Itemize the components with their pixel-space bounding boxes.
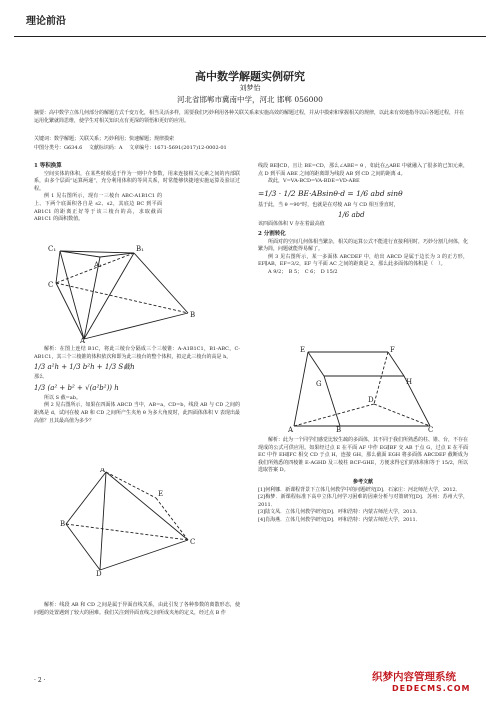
example-3: 例 3 见右图所示，某一多面体 ABCDEF 中，给出 ABCD 是属于边长为 3 的正方形，EF∥AB，EF=3/2，EF 与平面 AC 之间的距离是 2，那么此多面体的体积是（ ）。: [258, 253, 468, 268]
reference-4: [4]肖海燕．立体几何教学研究[D]．呼和浩特：内蒙古师范大学，2011．: [258, 516, 421, 523]
fig2-label-e: E: [158, 490, 164, 498]
fig3-label-a: A: [288, 426, 294, 432]
abstract: 摘要：高中数学立体几何部分的解题方式千变万化，相当灵活多样，需要我们巧妙利用各种关联关系来实施高效的解题过程，并从中摸索和掌握相关的规律，以此来有效地指导以后各题过程，并在运用化繁就简思维，使学生对相关知识点有更深的领悟和更好的应用。: [34, 110, 465, 125]
figure-1-frustum: [48, 243, 198, 343]
article-affiliation: 河北省邯郸市冀南中学，河北 邯郸 056000: [177, 95, 323, 104]
solution-3: [258, 437, 468, 525]
example-2: 例 2 见右图所示，如果在四面体 ABCD 当中，AB=a，CD=b，线段 AB 与 CD 之间的距离是 d，试问在棱 AB 和 CD 之间所产生夹角 θ 为多大角度时，此四面体体积 V 表现出最高值？且其最高值为多少？: [34, 402, 240, 424]
fig3-label-g: G: [316, 380, 322, 388]
watermark-logo-text: 织梦内容管理系统: [372, 671, 456, 683]
keywords: 关键词：数学解题；关联关系；巧妙利用；快速解题；规律摸索: [34, 136, 175, 142]
header-rule: [14, 6, 486, 37]
fig3-label-f: F: [390, 346, 395, 354]
fig3-label-h: H: [406, 378, 413, 386]
section-1-paragraph: 空间实体的体积，在某些时候适于作为一则中介参数，用来连接相关元素之间的内部联系，由多个层面“运算两递”，充分利用体积的等同关系，时常能够快捷地实施运算及验证过程。: [34, 170, 240, 192]
page-number: · 2 ·: [34, 677, 46, 684]
figure-2-tetrahedron: [60, 468, 200, 576]
section-2-paragraph: 所面对的空间几何体相当繁杂，相关的运算公式不能进行直接利用时，巧妙分割几何体，化繁为简，问题就能得易解了。: [258, 238, 469, 253]
fig1-label-b: B: [190, 311, 196, 319]
right-column: [258, 163, 468, 277]
continued-text-2: 基于此，当 θ =90°时，也就是在对棱 AB 与 CD 相互垂直时，: [258, 201, 399, 208]
fig1-label-a1: A₁: [94, 261, 102, 269]
section-1-heading: 1 等积换算: [34, 163, 62, 169]
article-number: 文章编号：1671-5691(2017)12-0002-01: [129, 145, 227, 151]
solution-3-text: 解析：此为一个同学们感觉比较生疏的多面体，其不同于我们所熟悉的柱、锥、台，不存在现成的公式可供应用。如果经过点 E 在平面 AF 中作 EG∥BF 交 AB 于点 G，过点 E 在平面 EC 中作 EH∥FC 相交 CD 于点 H，连接 GH，那么截面 EGH 将多面体 ABCDEF 截断成为我们所熟悉的四棱锥 E-AGHD 及三棱柱 BCF-GHE，方便求得它们的体积和等于 15/2，所以选取答案 D。: [258, 437, 469, 474]
solution-1: [34, 346, 240, 425]
equation-1: 1/3 a²h + 1/3 b²h + 1/3 S截h: [34, 363, 135, 372]
fig3-label-c: C: [428, 426, 434, 432]
left-column: [34, 163, 240, 224]
solution-2-text: 解析：线段 AB 和 CD 之间是属于异面直线关系，由此引发了各种参数的离散形态，使问题的处置遇到了较大的困难。我们关注到异面直线之间所成夹角的定义，经过点 B 作: [34, 602, 240, 616]
fig3-label-b: B: [336, 426, 342, 432]
doc-code: 文献标识码：A: [88, 145, 123, 151]
fig2-label-a: A: [100, 468, 106, 474]
references-heading: 参考文献: [352, 478, 373, 485]
continued-text-3: 该四面体体积 V 存在着最高值: [258, 221, 325, 228]
solution-2: [34, 602, 240, 617]
figure-3-polyhedron: [288, 346, 438, 432]
watermark-url: DEDECMS.COM: [392, 684, 471, 693]
solution-1-end: 所以 S 截=ab。: [44, 394, 81, 401]
section-2-heading: 2 分割转化: [258, 230, 286, 237]
classification-line: [34, 144, 466, 151]
solution-1-text: 解析：在图上连结 B1C，将此三棱台分隔成三个三棱锥：A-A1B1C1，B1-ABC，C-AB1C1，其三个三棱锥的体积依次和即为此三棱台的整个体积，拟定此三棱台的高是 h，: [34, 346, 240, 360]
fig1-label-a: A: [80, 337, 86, 343]
section-tag: 理论前沿: [26, 16, 66, 27]
equation-2: 1/3 (a² + b² + √(a²b²)) h: [34, 383, 119, 392]
fig1-label-b1: B₁: [136, 245, 144, 253]
article-author: 刘梦怡: [239, 84, 261, 92]
equation-3: =1/3 · 1/2 BE·ABsinθ·d = 1/6 abd sinθ: [258, 188, 403, 198]
reference-2: [2]梅梦．新课程标准下高中立体几何学习困难的因素分析与对策研究[D]．苏州：苏州大学，2011．: [258, 494, 468, 508]
fig1-label-c1: C₁: [48, 245, 57, 253]
reference-1: [1]何利娜．新课程背景下立体几何教学中的问题研究[D]．石家庄：河北师范大学，2012．: [258, 486, 461, 493]
example-1: 例 1 见右图所示，现有一三棱台 ABC-A1B1C1 的上、下两个底面积各自是 s2、s2，其底边 BC 到平面 AB1C1 的距离正好等于该三棱台的高，求取截面 AB1C1 的面积数值。: [34, 193, 162, 223]
fig2-label-d: D: [96, 570, 102, 576]
example-3-options: A 9/2； B 5； C 6； D 15/2: [268, 268, 338, 275]
continued-text: 线段 BE∥CD，且让 BE=CD，那么∠ABE= θ ，如此在△ABE 中就融入了很多的已知元素，点 D 到平面 ABE 之间的距离即为线段 AB 到 CD 之间的距离 d。: [258, 163, 468, 177]
fig3-label-e: E: [300, 346, 306, 354]
article-title: 高中数学解题实例研究: [195, 70, 305, 83]
fig3-label-d: D: [368, 396, 374, 404]
fig2-label-c: C: [190, 538, 196, 546]
class-code: 中图分类号：G634.6: [34, 145, 83, 151]
equation-4: 1/6 abd: [338, 211, 365, 220]
reference-3: [3]陆文凤．立体几何教学研究[D]．呼和浩特：内蒙古师范大学，2013．: [258, 509, 421, 516]
therefore-line: 故此，V=VA-BCD=VA-BDE=VD-ABE: [268, 178, 360, 185]
fig2-label-b: B: [60, 520, 66, 528]
equation-1-word: 那么: [34, 374, 45, 381]
fig1-label-c: C: [48, 281, 54, 289]
